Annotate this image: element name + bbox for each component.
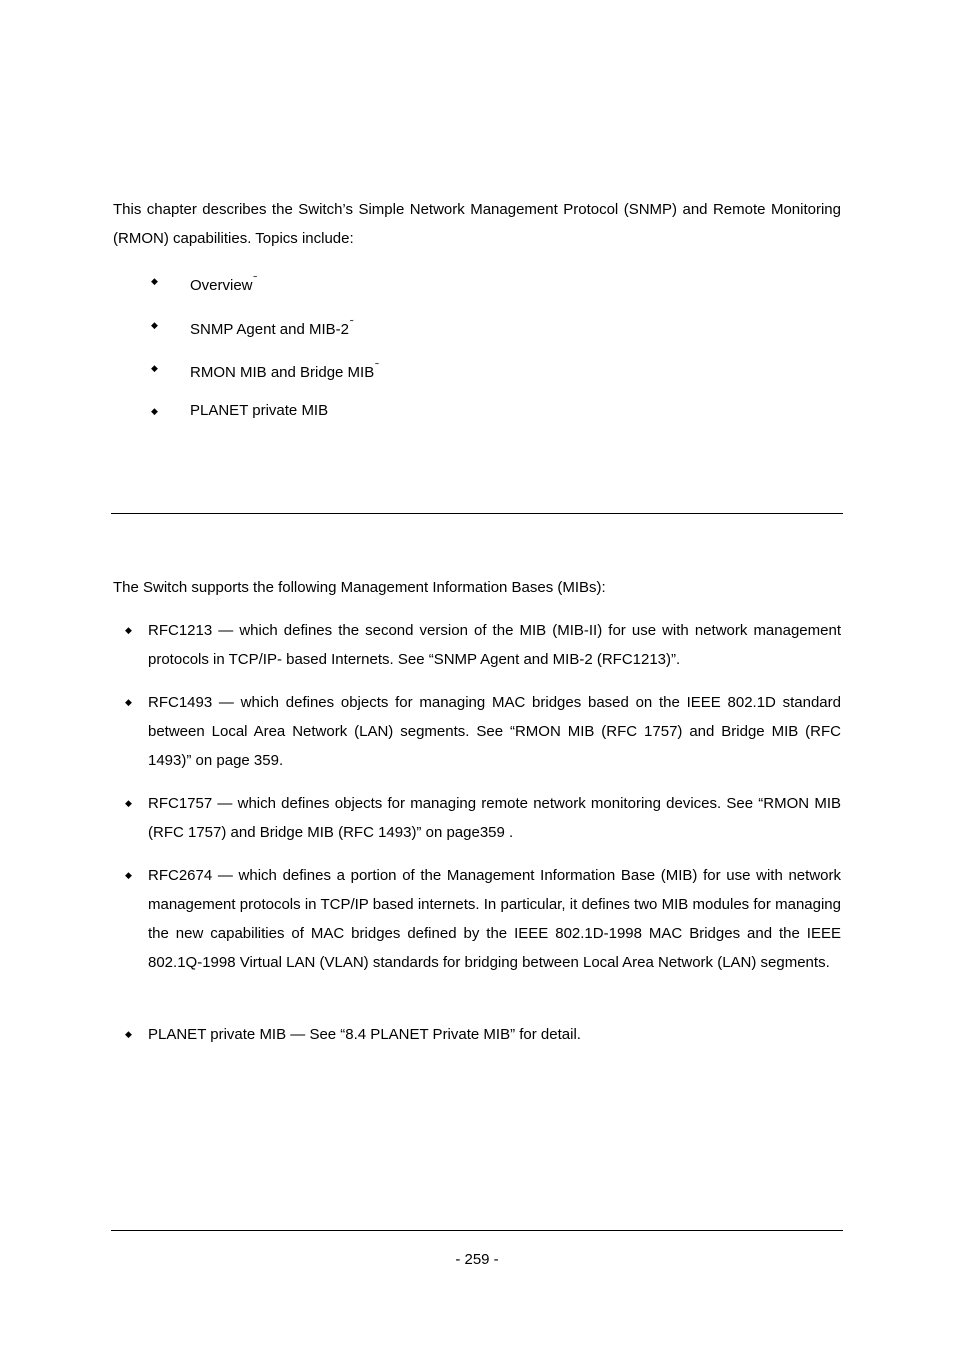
mib-item-text: RFC1493 — which defines objects for managing MAC bridges based on the IEEE 802.1D standard between Local Area Network (LAN) segments. See “RMON MIB (RFC 1757) and Bridge MIB (RFC 1493)” on page 359. [148,694,841,769]
diamond-bullet-icon: ◆ [125,1029,132,1039]
mib-item-planet-private [125,1020,841,1049]
diamond-bullet-icon: ◆ [125,625,132,635]
mib-intro-paragraph: The Switch supports the following Management Information Bases (MIBs): [113,579,606,596]
mib-item-text: PLANET private MIB — See “8.4 PLANET Private MIB” for detail. [148,1026,581,1043]
mib-item-text: RFC2674 — which defines a portion of the Management Information Base (MIB) for use with network management protocols in TCP/IP based internets. In particular, it defines two MIB modules for managing the new capabilities of MAC bridges defined by the IEEE 802.1D-1998 MAC Bridges and the IEEE 802.1Q-1998 Virtual LAN (VLAN) standards for bridging between Local Area Network (LAN) segments. [148,867,841,971]
diamond-bullet-icon: ◆ [125,798,132,808]
topic-label: PLANET private MIB [190,402,329,419]
topic-label: RMON MIB and Bridge MIB [190,364,375,381]
mib-item-text: RFC1213 — which defines the second version of the MIB (MIB-II) for use with network management protocols in TCP/IP- based Internets. See “SNMP Agent and MIB-2 (RFC1213)”. [148,622,841,668]
page-number: - 259 - [455,1251,499,1268]
mib-item-rfc2674 [125,861,841,977]
mib-item-rfc1493 [125,688,841,775]
mib-item-rfc1213 [125,616,841,674]
footer-divider [111,1230,843,1231]
topic-mark: ˜ [253,275,257,286]
topic-mark: ˜ [349,319,354,330]
diamond-bullet-icon: ◆ [151,320,158,330]
diamond-bullet-icon: ◆ [151,276,158,286]
diamond-bullet-icon: ◆ [125,870,132,880]
mib-item-rfc1757 [125,789,841,847]
intro-paragraph: This chapter describes the Switch’s Simple Network Management Protocol (SNMP) and Remote Monitoring (RMON) capabilities. Topics include: [113,201,841,247]
diamond-bullet-icon: ◆ [151,406,158,416]
diamond-bullet-icon: ◆ [151,363,158,373]
section-divider [111,513,843,514]
mib-item-text: RFC1757 — which defines objects for managing remote network monitoring devices. See “RMON MIB (RFC 1757) and Bridge MIB (RFC 1493)” on page359 . [148,795,841,841]
topic-label: Overview [190,277,253,294]
topic-mark: ˜ [375,362,379,373]
topic-label: SNMP Agent and MIB-2 [190,321,349,338]
diamond-bullet-icon: ◆ [125,697,132,707]
